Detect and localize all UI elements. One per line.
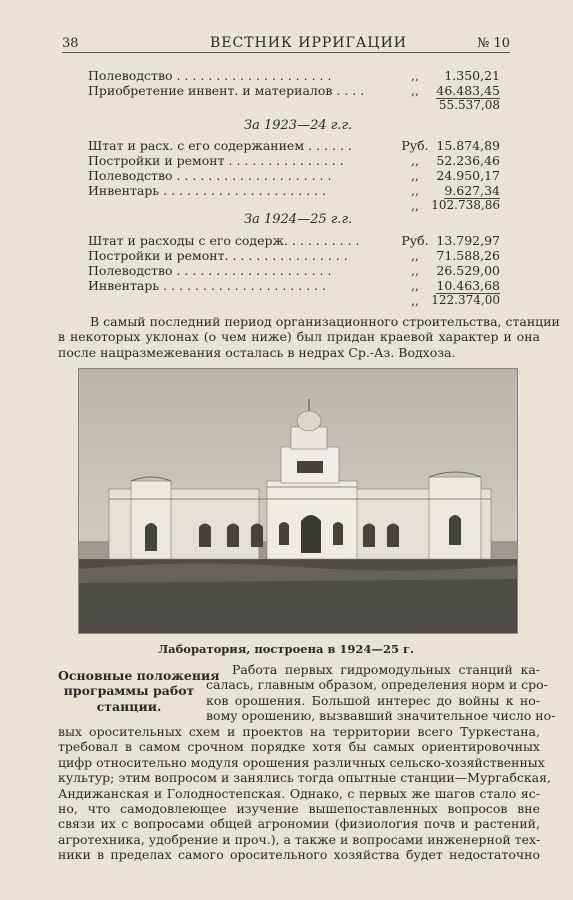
table-row: Штат и расх. с его содержанием . . . . . . Руб. 15.874,89	[88, 138, 500, 153]
text-line: вому орошению, вызвавший значительное число но-	[206, 708, 556, 724]
text-line: культур; этим вопросом и занялись тогда опытные станции—Мургабская,	[58, 770, 551, 786]
text-line: связи их с вопросами общей агрономии (физиология почв и растений,	[58, 816, 540, 832]
text-line: цифр относительно модуля орошения различных сельско-хозяйственных	[58, 754, 545, 770]
body-paragraph	[58, 724, 551, 863]
table-row: Приобретение инвент. и материалов . . . . ,, 46.483,45	[88, 83, 500, 98]
laboratory-photo	[78, 368, 518, 634]
budget-table-continued	[88, 68, 500, 113]
running-header	[62, 34, 510, 53]
journal-title: ВЕСТНИК ИРРИГАЦИИ	[210, 35, 408, 51]
page-number: 38	[62, 36, 79, 51]
budget-table-1924	[88, 233, 500, 308]
text-line: ники в пределах самого оросительного хозяйства будет недостаточно	[58, 847, 540, 863]
text-line: но, что самодовлеющее изучение вышепоставленных вопросов вне	[58, 801, 540, 817]
text-line: Работа первых гидромодульных станций ка-	[232, 662, 540, 677]
text-line: агротехника, удобрение и проч.), а также и вопросами инженерной тех-	[58, 831, 541, 847]
table-total-row: ,, 122.374,00	[411, 293, 500, 308]
table-row: Постройки и ремонт. . . . . . . . . . . . . . . . ,, 71.588,26	[88, 248, 500, 263]
side-heading: Основные положения программы работ станции.	[58, 668, 220, 714]
body-paragraph-indented	[206, 662, 556, 724]
text-line: Андижанская и Голодностепская. Однако, с первых же шагов стало яс-	[58, 785, 540, 801]
body-paragraph	[58, 314, 560, 360]
table-row: Полеводство . . . . . . . . . . . . . . . . . . . . ,, 24.950,17	[88, 168, 500, 183]
table-total-row: ,, 102.738,86	[411, 198, 500, 213]
year-heading-1924: За 1924—25 г.г.	[244, 212, 353, 227]
table-row: Инвентарь . . . . . . . . . . . . . . . . . . . . . ,, 10.463,68	[88, 278, 500, 293]
text-line: после нацразмежевания осталась в недрах Ср.-Аз. Водхоза.	[58, 344, 456, 360]
text-line: вых оросительных схем и проектов на территории всего Туркестана,	[58, 724, 540, 739]
text-line: требовал в самом срочном порядке хотя бы самых ориентировочных	[58, 739, 540, 755]
table-row: Полеводство . . . . . . . . . . . . . . . . . . . . ,, 26.529,00	[88, 263, 500, 278]
table-row: Штат и расходы с его содерж. . . . . . . . . . Руб. 13.792,97	[88, 233, 500, 248]
text-line: В самый последний период организационного строительства, станции	[90, 314, 560, 329]
table-row: Инвентарь . . . . . . . . . . . . . . . . . . . . . ,, 9.627,34	[88, 183, 500, 198]
year-heading-1923: За 1923—24 г.г.	[244, 118, 353, 133]
photo-caption: Лаборатория, построена в 1924—25 г.	[158, 642, 414, 656]
budget-table-1923	[88, 138, 500, 213]
table-row: Полеводство . . . . . . . . . . . . . . . . . . . . ,, 1.350,21	[88, 68, 500, 83]
issue-number: № 10	[477, 36, 510, 51]
table-total-row: 55.537,08	[438, 98, 500, 112]
table-row: Постройки и ремонт . . . . . . . . . . . . . . . ,, 52.236,46	[88, 153, 500, 168]
text-line: ков орошения. Большой интерес до войны к но-	[206, 692, 540, 708]
laboratory-building-illustration	[79, 369, 517, 633]
text-line: салась, главным образом, определения норм и сро-	[206, 677, 548, 693]
text-line: в некоторых уклонах (о чем ниже) был придан краевой характер и она	[58, 329, 540, 345]
